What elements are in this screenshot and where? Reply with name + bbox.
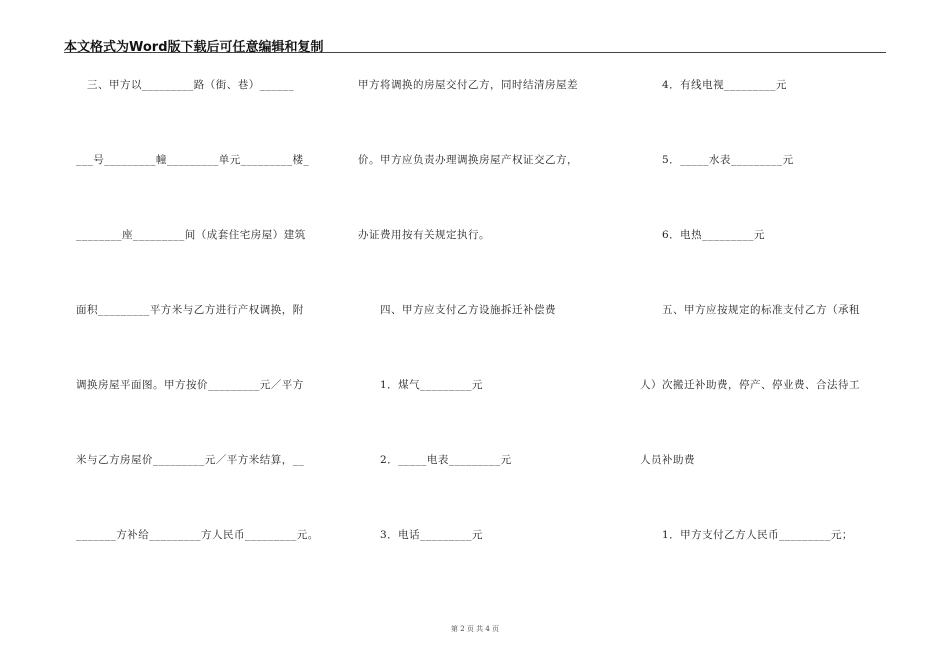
text-column-1 <box>76 74 328 599</box>
text-line: 甲方将调换的房屋交付乙方，同时结清房屋差 <box>358 79 578 91</box>
text-line: ___号_________幢_________单元_________楼_ <box>76 154 310 166</box>
page-number: 第 2 页 共 4 页 <box>450 625 500 633</box>
text-line: 米与乙方房屋价_________元／平方米结算，__ <box>76 454 305 466</box>
document-header: 本文格式为Word版下载后可任意编辑和复制 <box>64 40 324 55</box>
text-line: _______方补给_________方人民币_________元。 <box>76 529 319 541</box>
text-line: 人）次搬迁补助费，停产、停业费、合法待工 <box>640 379 860 391</box>
text-line: 4．有线电视_________元 <box>640 79 787 91</box>
text-line: 四、甲方应支付乙方设施拆迁补偿费 <box>358 304 556 316</box>
text-line: 三、甲方以_________路（街、巷）______ <box>76 79 295 91</box>
text-column-3 <box>640 74 885 599</box>
header-divider <box>64 52 886 53</box>
text-line: 2．_____电表_________元 <box>358 454 512 466</box>
text-line: 五、甲方应按规定的标准支付乙方（承租 <box>640 304 860 316</box>
text-line: 5．_____水表_________元 <box>640 154 794 166</box>
text-line: 价。甲方应负责办理调换房屋产权证交乙方， <box>358 154 578 166</box>
text-line: ________座_________间（成套住宅房屋）建筑 <box>76 229 306 241</box>
text-column-2 <box>358 74 608 599</box>
text-line: 3．电话_________元 <box>358 529 483 541</box>
text-line: 调换房屋平面图。甲方按价_________元／平方 <box>76 379 304 391</box>
text-line: 6．电热_________元 <box>640 229 765 241</box>
text-line: 面积_________平方米与乙方进行产权调换，附 <box>76 304 304 316</box>
text-line: 1．甲方支付乙方人民币_________元； <box>640 529 853 541</box>
text-line: 1．煤气_________元 <box>358 379 483 391</box>
text-line: 办证费用按有关规定执行。 <box>358 229 490 241</box>
text-line: 人员补助费 <box>640 454 695 466</box>
